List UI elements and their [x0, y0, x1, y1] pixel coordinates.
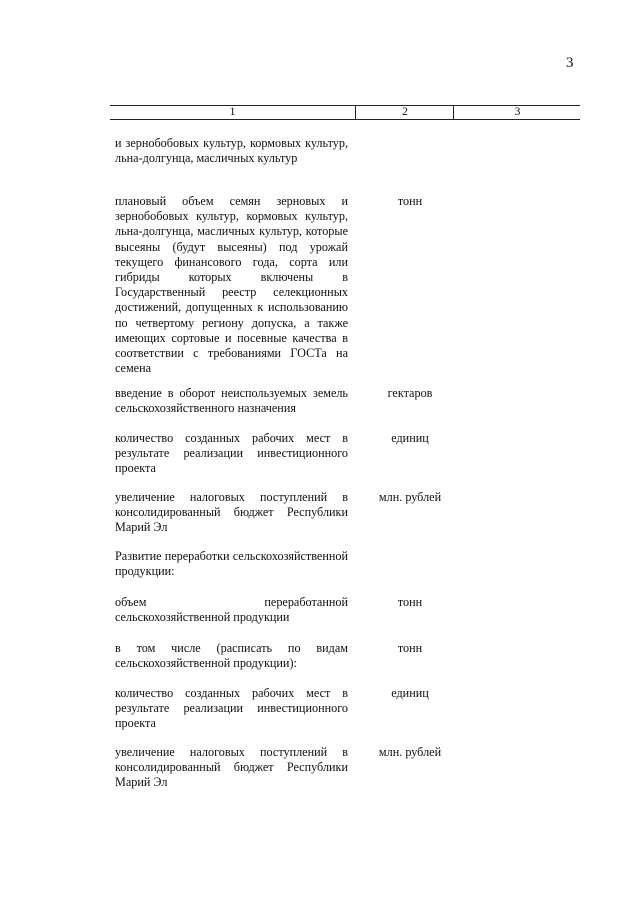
section-heading-row — [115, 549, 348, 579]
indicator-text: введение в оборот неиспользуемых земель сельскохозяйственного назначения — [115, 386, 348, 416]
unit-cell: тонн — [397, 595, 423, 609]
unit-cell: млн. рублей — [378, 490, 442, 504]
unit-cell: единиц — [391, 431, 429, 445]
unit-cell: гектаров — [387, 386, 433, 400]
indicator-text: увеличение налоговых поступлений в консолидированный бюджет Республики Марий Эл — [115, 490, 348, 535]
column-header-1: 1 — [229, 106, 236, 118]
indicator-text: в том числе (расписать по видам сельскохозяйственной продукции): — [115, 641, 348, 671]
indicator-text: количество созданных рабочих мест в результате реализации инвестиционного проекта — [115, 431, 348, 476]
table-row — [115, 641, 423, 671]
indicator-text: количество созданных рабочих мест в результате реализации инвестиционного проекта — [115, 686, 348, 731]
table-row — [115, 431, 429, 477]
table-row — [115, 595, 423, 625]
table-row — [115, 386, 433, 416]
page-number: 3 — [566, 55, 574, 71]
column-header-3: 3 — [453, 106, 581, 119]
table-row — [115, 686, 429, 732]
indicator-text: объем переработанной сельскохозяйственной продукции — [115, 595, 348, 625]
indicator-text: плановый объем семян зерновых и зернобобовых культур, кормовых культур, льна-долгунца, масличных культур, которые высеяны (будут высеяны) под урожай текущего финансового года, сорта или гибриды которых включены в Государственный реестр селекционных достижений, допущенных к использованию по четвертому региону допуска, а также имеющих сортовые и посевные качества в соответствии с требованиями ГОСТа на семена — [115, 194, 348, 376]
unit-cell: млн. рублей — [378, 745, 442, 759]
section-heading-text: Развитие переработки сельскохозяйственной продукции: — [115, 549, 348, 579]
indicator-text: и зернобобовых культур, кормовых культур, льна-долгунца, масличных культур — [115, 136, 348, 166]
indicator-text: увеличение налоговых поступлений в консолидированный бюджет Республики Марий Эл — [115, 745, 348, 790]
unit-cell: единиц — [391, 686, 429, 700]
table-row — [115, 490, 442, 536]
table-row — [115, 136, 348, 166]
table-row — [115, 194, 423, 376]
unit-cell: тонн — [397, 641, 423, 655]
table-row — [115, 745, 442, 791]
unit-cell: тонн — [397, 194, 423, 208]
table-header-row — [110, 105, 580, 120]
column-header-2: 2 — [355, 106, 454, 119]
